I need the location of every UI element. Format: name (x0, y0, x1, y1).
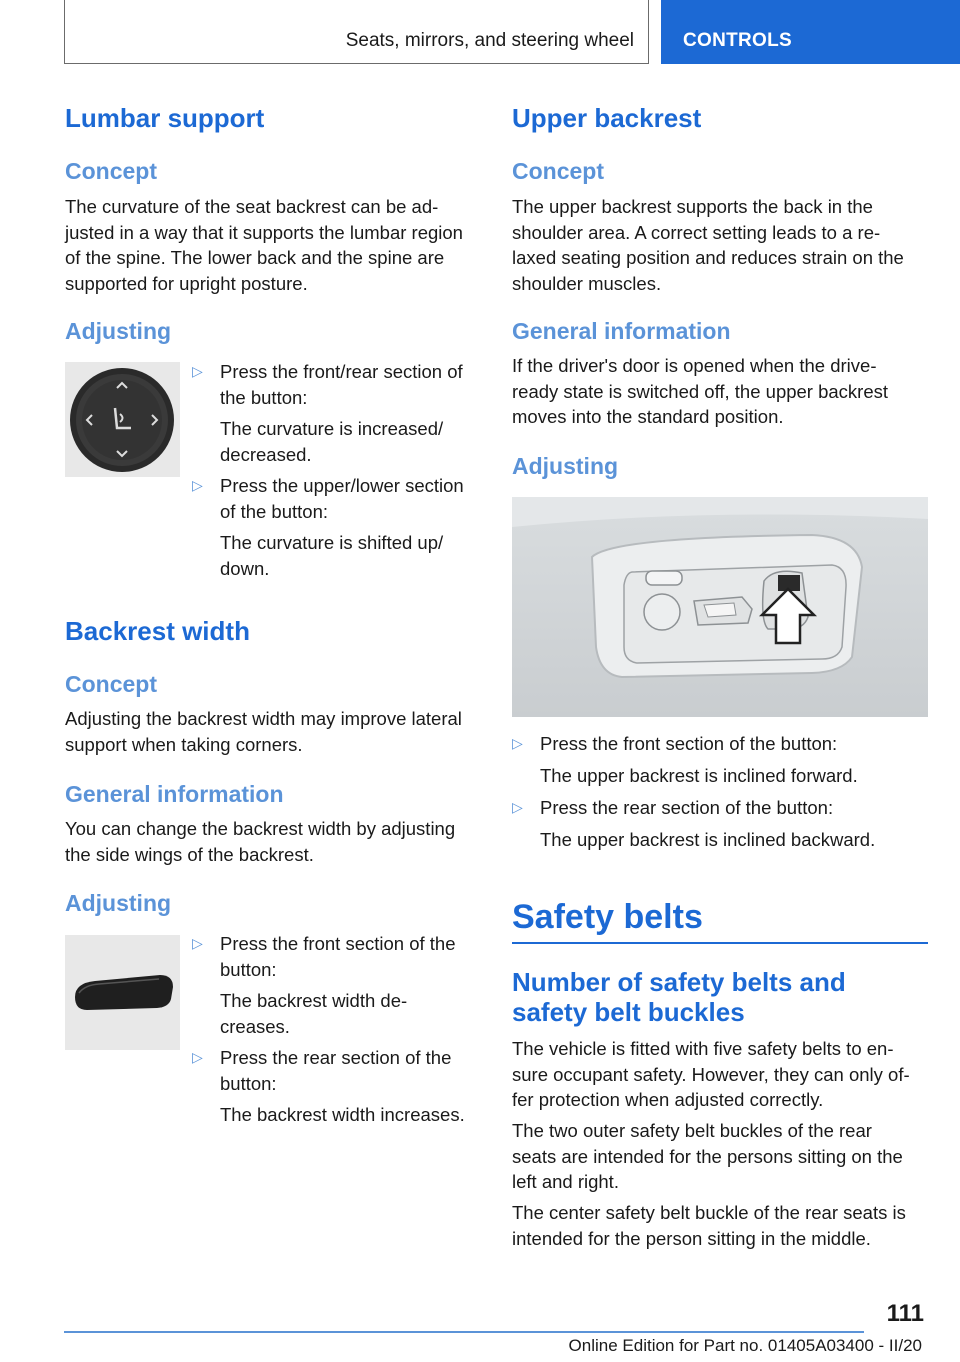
heading-upper-general: General information (512, 318, 731, 344)
bullet-icon: ▷ (512, 799, 523, 815)
belts-paragraph-2: The two outer safety belt buckles of the rear seats are intended for the persons sitting on the left and right. (512, 1120, 903, 1192)
running-header (64, 0, 649, 64)
bullet-icon: ▷ (512, 735, 523, 751)
heading-lumbar-support: Lumbar support (65, 103, 265, 133)
belts-paragraph-3: The center safety belt buckle of the rear seats is intended for the person sitting in the middle. (512, 1202, 906, 1249)
section-title: Seats, mirrors, and steering wheel (345, 30, 634, 51)
heading-width-adjusting: Adjusting (65, 890, 172, 916)
chapter-tab-label: CONTROLS (683, 30, 793, 51)
heading-backrest-width: Backrest width (65, 616, 250, 646)
bullet-icon: ▷ (192, 477, 203, 493)
heading-lumbar-adjusting: Adjusting (65, 318, 172, 344)
belts-paragraph-1: The vehicle is fitted with five safety belts to en‐ sure occupant safety. However, they can only of‐ fer protection when adjusted correctly. (512, 1038, 910, 1110)
width-general-text: You can change the backrest width by adjusting the side wings of the backrest. (65, 818, 456, 865)
upper-general-text: If the driver's door is opened when the drive- ready state is switched off, the upper backrest moves into the standard position. (512, 355, 889, 427)
bullet-icon: ▷ (192, 1049, 203, 1065)
width-concept-text: Adjusting the backrest width may improve lateral support when taking corners. (65, 708, 462, 755)
footer-edition: Online Edition for Part no. 01405A03400 - II/20 (568, 1336, 922, 1355)
heading-width-general: General information (65, 781, 284, 807)
heading-belts-and-buckles: Number of safety belts and safety belt buckles (512, 967, 846, 1027)
heading-upper-adjusting: Adjusting (512, 453, 619, 479)
bullet-icon: ▷ (192, 363, 203, 379)
heading-width-concept: Concept (65, 671, 157, 697)
backrest-width-button-image (65, 935, 180, 1050)
upper-concept-text: The upper backrest supports the back in the shoulder area. A correct setting leads to a re‐ laxed seating position and reduces strain on the shoulder muscles. (512, 196, 904, 294)
heading-upper-backrest: Upper backrest (512, 103, 702, 133)
chapter-tab[interactable] (661, 0, 960, 64)
lumbar-concept-text: The curvature of the seat backrest can be ad‐ justed in a way that it supports the lumbar region of the spine. The lower back and the spine are supported for upright posture. (65, 196, 463, 294)
bullet-icon: ▷ (192, 935, 203, 951)
heading-lumbar-concept: Concept (65, 158, 157, 184)
section-rule (512, 942, 928, 944)
heading-safety-belts: Safety belts (512, 898, 703, 936)
page-number: 111 (886, 1300, 924, 1327)
heading-upper-concept: Concept (512, 158, 604, 184)
footer-rule (64, 1331, 864, 1333)
upper-backrest-control-image (512, 497, 928, 717)
lumbar-button-image (65, 362, 180, 477)
